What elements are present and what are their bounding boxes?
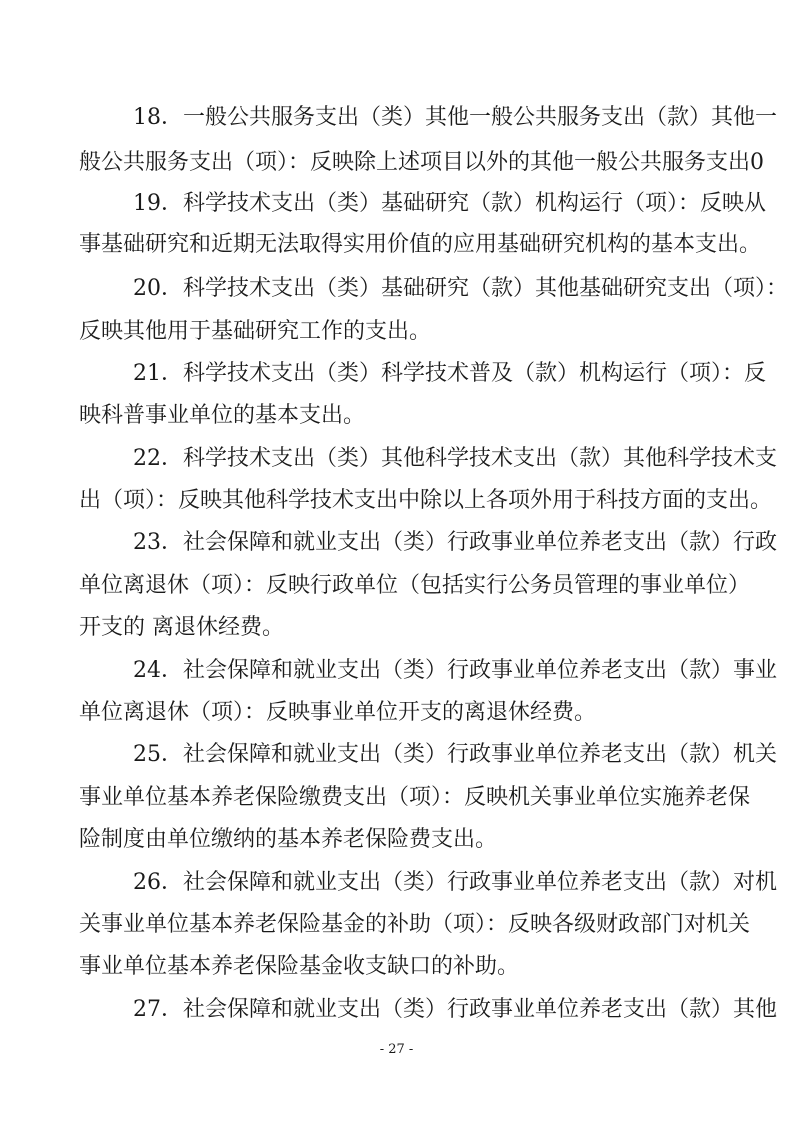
text-line: 开支的 离退休经费。 bbox=[79, 615, 284, 640]
text-line: 反映其他用于基础研究工作的支出。 bbox=[79, 319, 432, 344]
text-line: 24．社会保障和就业支出（类）行政事业单位养老支出（款）事业 bbox=[133, 658, 777, 683]
text-line: 26．社会保障和就业支出（类）行政事业单位养老支出（款）对机 bbox=[133, 870, 777, 895]
text-line: 19．科学技术支出（类）基础研究（款）机构运行（项）：反映从 bbox=[133, 191, 766, 216]
text-line: 23．社会保障和就业支出（类）行政事业单位养老支出（款）行政 bbox=[133, 530, 777, 555]
text-line: 出（项）：反映其他科学技术支出中除以上各项外用于科技方面的支出。 bbox=[79, 488, 773, 513]
text-line: 单位离退休（项）：反映行政单位（包括实行公务员管理的事业单位） bbox=[79, 573, 751, 598]
text-line: 27．社会保障和就业支出（类）行政事业单位养老支出（款）其他 bbox=[133, 997, 777, 1022]
text-line: 事基础研究和近期无法取得实用价值的应用基础研究机构的基本支出。 bbox=[79, 232, 762, 257]
text-line: 18．一般公共服务支出（类）其他一般公共服务支出（款）其他一 bbox=[133, 105, 777, 130]
text-line: 事业单位基本养老保险缴费支出（项）：反映机关事业单位实施养老保 bbox=[79, 785, 751, 810]
page-number: - 27 - bbox=[379, 1042, 414, 1057]
text-line: 21．科学技术支出（类）科学技术普及（款）机构运行（项）：反 bbox=[133, 361, 766, 386]
text-line: 关事业单位基本养老保险基金的补助（项）：反映各级财政部门对机关 bbox=[79, 912, 751, 937]
text-line: 险制度由单位缴纳的基本养老保险费支出。 bbox=[79, 827, 498, 852]
text-line: 20．科学技术支出（类）基础研究（款）其他基础研究支出（项）： bbox=[133, 276, 788, 301]
text-line: 22．科学技术支出（类）其他科学技术支出（款）其他科学技术支 bbox=[133, 446, 777, 471]
text-line: 映科普事业单位的基本支出。 bbox=[79, 403, 366, 428]
text-line: 般公共服务支出（项）：反映除上述项目以外的其他一般公共服务支出0 bbox=[79, 150, 764, 175]
text-line: 单位离退休（项）：反映事业单位开支的离退休经费。 bbox=[79, 700, 597, 725]
text-line: 事业单位基本养老保险基金收支缺口的补助。 bbox=[79, 954, 520, 979]
text-line: 25．社会保障和就业支出（类）行政事业单位养老支出（款）机关 bbox=[133, 742, 777, 767]
